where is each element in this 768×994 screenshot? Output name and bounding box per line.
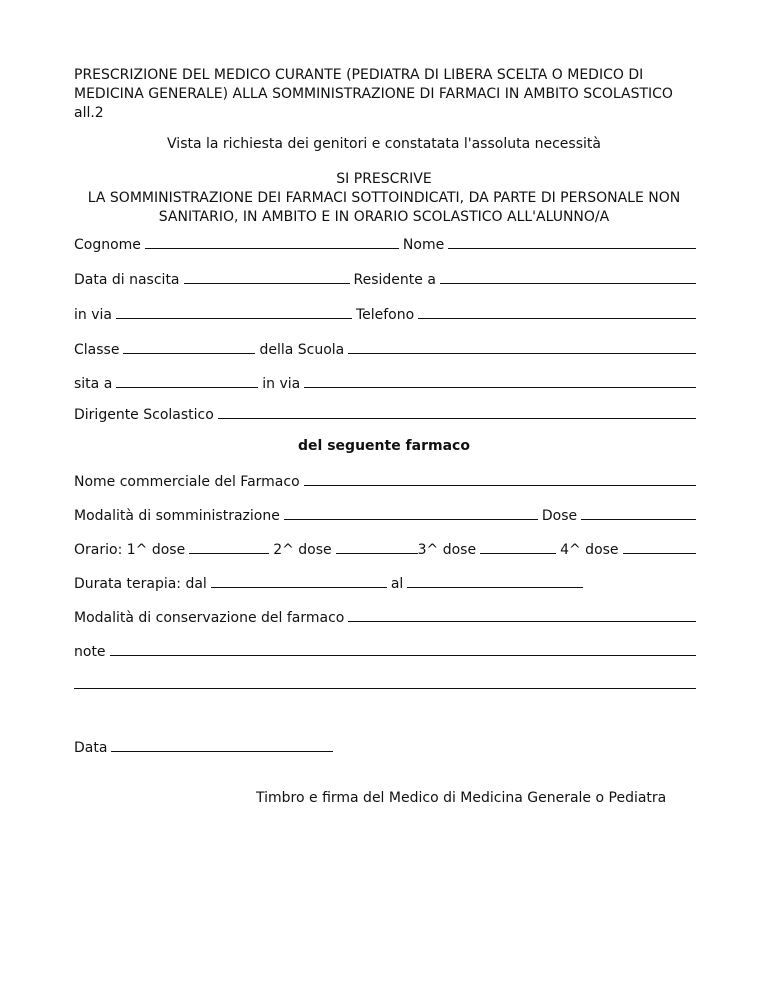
row-cognome-nome [74,233,696,253]
row-note [74,640,696,660]
scuola-label: della Scuola [259,342,345,358]
residente-field[interactable] [440,283,696,284]
via-field[interactable] [116,318,352,319]
row-nome-farmaco [74,470,696,490]
row-classe-scuola [74,338,696,358]
row-conservazione [74,606,696,626]
row-via-telefono [74,303,696,323]
nome-label: Nome [402,237,445,253]
classe-label: Classe [74,342,120,358]
durata-al-label: al [390,576,404,592]
orario-label: Orario: 1^ dose [74,542,186,558]
dose-label: Dose [541,508,578,524]
prescrive-line-3: SANITARIO, IN AMBITO E IN ORARIO SCOLASTICO ALL'ALUNNO/A [158,209,610,225]
dose4-field[interactable] [623,553,696,554]
scuola-field[interactable] [348,353,696,354]
prescrive-line-2: LA SOMMINISTRAZIONE DEI FARMACI SOTTOINDICATI, DA PARTE DI PERSONALE NON [87,190,681,206]
dose-field[interactable] [581,519,696,520]
row-dirigente [74,403,696,423]
note-label: note [74,644,106,660]
data-field[interactable] [111,751,333,752]
nome-farmaco-label: Nome commerciale del Farmaco [74,474,300,490]
data-label: Data [74,740,108,756]
row-durata [74,572,696,592]
sita-field[interactable] [116,387,258,388]
via-2-field[interactable] [304,387,696,388]
telefono-label: Telefono [355,307,415,323]
sita-label: sita a [74,376,113,392]
row-data [74,736,696,756]
residente-label: Residente a [353,272,436,288]
dose3-field[interactable] [480,553,556,554]
nome-field[interactable] [448,248,696,249]
farmaco-heading: del seguente farmaco [298,438,470,454]
modalita-field[interactable] [284,519,538,520]
data-nascita-field[interactable] [184,283,350,284]
via-label: in via [74,307,112,323]
note-extra-field[interactable] [74,688,696,689]
dose4-label: 4^ dose [560,542,619,558]
cognome-field[interactable] [145,248,399,249]
dirigente-label: Dirigente Scolastico [74,407,214,423]
durata-label: Durata terapia: dal [74,576,207,592]
conservazione-field[interactable] [348,621,696,622]
dose1-field[interactable] [189,553,269,554]
durata-dal-field[interactable] [211,587,387,588]
nome-farmaco-field[interactable] [304,485,696,486]
signature-label: Timbro e firma del Medico di Medicina Generale o Pediatra [256,790,667,806]
classe-field[interactable] [123,353,255,354]
cognome-label: Cognome [74,237,141,253]
heading-line-2: MEDICINA GENERALE) ALLA SOMMINISTRAZIONE DI FARMACI IN AMBITO SCOLASTICO [74,86,673,102]
form-heading [74,66,694,123]
prescrive-block [40,170,728,227]
telefono-field[interactable] [418,318,696,319]
row-sita-via [74,372,696,392]
row-nascita-residenza [74,268,696,288]
note-field[interactable] [110,655,696,656]
heading-line-3: all.2 [74,105,104,121]
data-nascita-label: Data di nascita [74,272,180,288]
heading-line-1: PRESCRIZIONE DEL MEDICO CURANTE (PEDIATRA DI LIBERA SCELTA O MEDICO DI [74,67,644,83]
intro-text: Vista la richiesta dei genitori e constatata l'assoluta necessità [167,136,601,152]
row-modalita-dose [74,504,696,524]
durata-al-field[interactable] [407,587,583,588]
modalita-label: Modalità di somministrazione [74,508,280,524]
dose2-label: 2^ dose [273,542,332,558]
row-orario [74,538,696,558]
dirigente-field[interactable] [218,418,696,419]
row-note-extra [74,673,696,693]
dose3-label: 3^ dose [417,542,477,558]
dose2-field[interactable] [336,553,418,554]
conservazione-label: Modalità di conservazione del farmaco [74,610,345,626]
via-2-label: in via [262,376,301,392]
prescrive-title: SI PRESCRIVE [336,171,432,187]
